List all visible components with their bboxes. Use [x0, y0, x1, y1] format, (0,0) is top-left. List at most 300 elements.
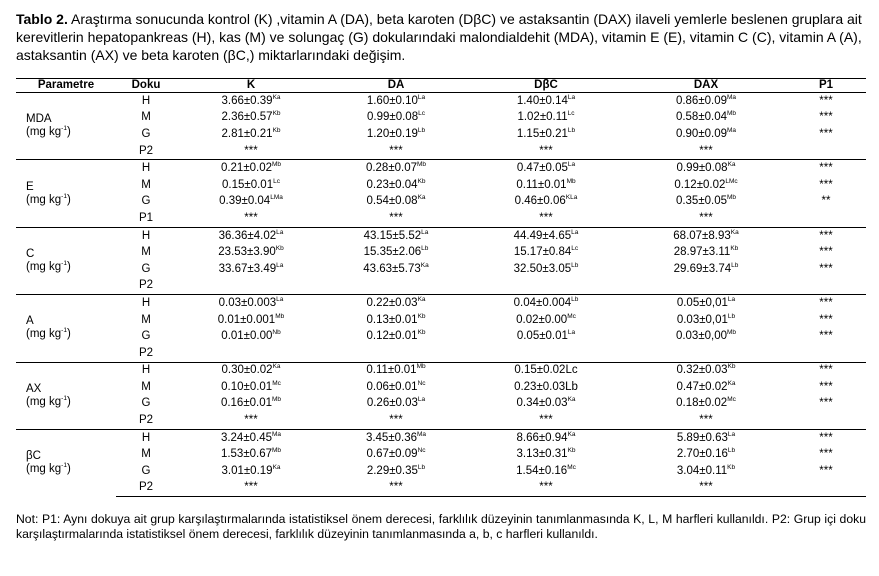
table-header	[16, 79, 866, 93]
significance-letters: Kb	[417, 312, 426, 320]
value-text: 0.23±0.04	[366, 178, 418, 191]
value-cell	[626, 227, 786, 244]
p2-cell	[176, 278, 326, 295]
value-cell	[466, 244, 626, 261]
p2-empty-cell	[786, 412, 866, 429]
value-cell	[466, 126, 626, 143]
significance-letters: Lb	[727, 312, 736, 320]
value-text: 0.26±0.03	[366, 397, 418, 410]
significance-letters: La	[727, 430, 736, 438]
value-text: 23.53±3.90	[218, 246, 276, 259]
value-cell	[176, 227, 326, 244]
table-row	[16, 429, 866, 446]
table-row	[16, 295, 866, 312]
p2-cell: ***	[244, 211, 258, 224]
unit-text: (mg kg	[26, 328, 62, 341]
value-cell	[176, 126, 326, 143]
value-cell	[466, 312, 626, 329]
p1-cell: ***	[819, 380, 833, 393]
significance-letters: Lb	[571, 261, 579, 269]
value-text: 44.49±4.65	[513, 229, 572, 242]
value-cell	[626, 429, 786, 446]
value-text: 43.15±5.52	[363, 229, 422, 242]
value-cell	[466, 396, 626, 413]
significance-letters: Mb	[272, 447, 282, 455]
value-cell	[176, 160, 326, 177]
p2-cell: ***	[699, 144, 713, 157]
parameter-name: MDA	[26, 113, 52, 126]
unit-close: )	[66, 395, 71, 408]
value-text: 0.22±0.03	[366, 296, 418, 309]
value-cell	[326, 312, 466, 329]
value-text: 2.36±0.57	[221, 111, 273, 124]
value-text: 0.12±0.02	[674, 178, 726, 191]
value-text: 0.47±0.02	[676, 380, 728, 393]
table-row	[16, 177, 866, 194]
tissue-cell: M	[141, 313, 151, 326]
significance-letters: La	[276, 228, 284, 236]
significance-letters: Kb	[567, 447, 576, 455]
parameter-unit	[26, 396, 116, 409]
table-caption	[16, 10, 866, 64]
parameter-name: A	[26, 315, 34, 328]
p2-cell	[626, 278, 786, 295]
value-text: 1.54±0.16	[516, 464, 568, 477]
value-text: 0.15±0.02Lc	[514, 364, 578, 377]
unit-exponent: -1	[61, 192, 67, 200]
table-footnote: Not: P1: Aynı dokuya ait grup karşılaştırmalarında istatistiksel önem derecesi, farklılık düzeyinin tanımlanmasında K, L, M harfleri kullanıldı. P2: Grup içi doku karşılaştırmalarında istatistiksel önem derecesi, farklılık düzeyinin tanımlanmasında a, b, c harfleri kullanıldı.	[16, 512, 866, 541]
parameter-unit	[26, 194, 116, 207]
value-text: 1.02±0.11	[517, 111, 568, 124]
value-cell	[466, 362, 626, 379]
p2-cell: ***	[326, 480, 466, 497]
value-cell	[176, 463, 326, 480]
value-cell	[176, 446, 326, 463]
significance-letters: Lb	[417, 126, 426, 134]
tissue-cell: G	[141, 397, 151, 410]
value-cell	[326, 379, 466, 396]
value-text: 0.03±0,01	[676, 313, 728, 326]
value-text: 0.11±0.01	[366, 364, 417, 377]
p2-cell: ***	[389, 414, 403, 427]
col-header-p1: P1	[786, 79, 866, 93]
parameter-name: βC	[26, 450, 41, 463]
tissue-cell: H	[116, 362, 176, 379]
parameter-cell	[16, 429, 116, 496]
value-cell	[176, 177, 326, 194]
value-cell	[326, 177, 466, 194]
value-cell	[626, 244, 786, 261]
value-text: 0.90±0.09	[675, 127, 728, 140]
value-text: 0.12±0.01	[366, 330, 418, 343]
table-row	[16, 244, 866, 261]
value-text: 0.13±0.01	[366, 313, 418, 326]
value-cell	[626, 194, 786, 211]
p2-empty-cell	[786, 278, 866, 295]
significance-letters: Ka	[272, 363, 281, 371]
p2-row	[16, 480, 866, 497]
value-cell	[626, 396, 786, 413]
significance-letters: Ka	[417, 194, 426, 202]
p2-row	[16, 412, 866, 429]
significance-letters: Mb	[727, 329, 737, 337]
significance-letters: Kb	[417, 329, 426, 337]
value-cell	[326, 244, 466, 261]
value-cell	[466, 379, 626, 396]
value-cell	[326, 126, 466, 143]
value-cell	[626, 160, 786, 177]
significance-letters: Lb	[571, 295, 579, 303]
significance-letters: Ma	[727, 93, 737, 101]
significance-letters: La	[276, 261, 284, 269]
value-text: 0.46±0.06	[514, 195, 566, 208]
p1-cell: ***	[819, 178, 833, 191]
tissue-cell: H	[116, 295, 176, 312]
table-row	[16, 126, 866, 143]
p2-cell: ***	[176, 480, 326, 497]
p1-cell: ***	[786, 362, 866, 379]
p2-cell	[466, 278, 626, 295]
value-cell	[326, 429, 466, 446]
significance-letters: Nc	[417, 379, 426, 387]
value-cell	[176, 429, 326, 446]
significance-letters: Kb	[727, 463, 736, 471]
unit-exponent: -1	[61, 327, 67, 335]
p2-cell	[466, 345, 626, 362]
parameter-name: C	[26, 247, 35, 260]
p2-row	[16, 143, 866, 160]
significance-letters: La	[417, 396, 426, 404]
parameter-unit	[26, 261, 116, 274]
value-text: 1.60±0.10	[366, 94, 418, 107]
value-text: 0.47±0.05	[516, 162, 568, 175]
unit-exponent: -1	[61, 462, 67, 470]
value-text: 0.30±0.02	[221, 364, 273, 377]
significance-letters: Lc	[273, 177, 280, 185]
p2-row	[16, 345, 866, 362]
caption-label: Tablo 2.	[16, 11, 68, 27]
significance-letters: Ka	[727, 379, 736, 387]
value-cell	[326, 261, 466, 278]
p2-cell: ***	[539, 144, 553, 157]
value-cell	[466, 177, 626, 194]
value-text: 0.23±0.03Lb	[514, 380, 578, 393]
value-cell	[466, 295, 626, 312]
parameter-cell	[16, 227, 116, 294]
significance-letters: Mb	[727, 110, 737, 118]
value-text: 1.20±0.19	[366, 127, 418, 140]
p1-cell: ***	[819, 464, 833, 477]
significance-letters: Ka	[567, 430, 576, 438]
p1-cell: ***	[819, 127, 833, 140]
value-text: 0.58±0.04	[675, 111, 728, 124]
p2-label: P2	[138, 279, 154, 292]
parameter-cell	[16, 93, 116, 160]
value-cell	[326, 227, 466, 244]
value-cell	[326, 463, 466, 480]
significance-letters: Lb	[567, 126, 576, 134]
value-text: 2.81±0.21	[221, 127, 273, 140]
tissue-cell: H	[116, 160, 176, 177]
significance-letters: La	[421, 228, 429, 236]
value-cell	[176, 396, 326, 413]
table-row	[16, 93, 866, 110]
value-cell	[466, 429, 626, 446]
value-cell	[626, 177, 786, 194]
value-text: 68.07±8.93	[673, 229, 731, 242]
tissue-cell: G	[141, 464, 151, 477]
table-row	[16, 446, 866, 463]
value-text: 3.24±0.45	[220, 431, 273, 444]
value-cell	[326, 160, 466, 177]
p2-label: P2	[116, 480, 176, 497]
parameter-cell	[16, 295, 116, 362]
value-text: 0.16±0.01	[220, 397, 273, 410]
value-text: 0.01±0.001	[217, 313, 276, 326]
col-header-dax: DAX	[626, 79, 786, 93]
value-cell	[626, 328, 786, 345]
tissue-cell: G	[141, 127, 151, 140]
p2-row	[16, 278, 866, 295]
value-text: 8.66±0.94	[516, 431, 568, 444]
table-row	[16, 379, 866, 396]
value-cell	[466, 160, 626, 177]
p1-cell: ***	[786, 295, 866, 312]
table-row	[16, 328, 866, 345]
value-text: 1.15±0.21	[516, 127, 568, 140]
significance-letters: Ka	[730, 228, 739, 236]
value-cell	[326, 362, 466, 379]
significance-letters: La	[727, 295, 736, 303]
table-row	[16, 312, 866, 329]
significance-letters: Lb	[417, 463, 426, 471]
significance-letters: La	[276, 295, 284, 303]
significance-letters: LMc	[725, 177, 738, 185]
value-text: 15.17±0.84	[513, 246, 572, 259]
value-cell	[626, 126, 786, 143]
p1-cell: ***	[819, 448, 833, 461]
p2-cell: ***	[389, 211, 403, 224]
significance-letters: Mb	[566, 177, 576, 185]
value-text: 0.02±0.00	[516, 313, 568, 326]
p1-cell: **	[821, 195, 831, 208]
significance-letters: Ma	[272, 430, 282, 438]
significance-letters: Lc	[571, 245, 579, 253]
value-cell	[326, 328, 466, 345]
value-cell	[626, 362, 786, 379]
significance-letters: La	[571, 228, 579, 236]
caption-text: Araştırma sonucunda kontrol (K) ,vitamin A (DA), beta karoten (DβC) ve astaksantin (DAX) ilaveli yemlerle beslenen gruplara ait kerevitlerin hepatopankreas (H), kas (M) ve solungaç (G) dokularındaki malondialdehit (MDA), vitamin E (E), vitamin C (C), vitamin A (A), astaksantin (AX) ve beta karoten (βC,) miktarlarındaki değişim.	[16, 11, 862, 63]
significance-letters: Kb	[417, 177, 426, 185]
p2-cell: ***	[244, 144, 258, 157]
value-cell	[326, 295, 466, 312]
value-text: 0.34±0.03	[516, 397, 568, 410]
p1-cell: ***	[786, 429, 866, 446]
value-text: 2.70±0.16	[676, 448, 728, 461]
value-cell	[626, 295, 786, 312]
p2-cell: ***	[699, 211, 713, 224]
value-text: 1.40±0.14	[516, 94, 568, 107]
table-row	[16, 261, 866, 278]
col-header-doku: Doku	[116, 79, 176, 93]
value-text: 0.67±0.09	[366, 448, 418, 461]
tissue-cell: H	[116, 93, 176, 110]
value-cell	[626, 261, 786, 278]
p2-empty-cell	[786, 143, 866, 160]
value-text: 0.03±0.003	[218, 296, 277, 309]
value-text: 0.99±0.08	[367, 111, 419, 124]
value-text: 0.18±0.02	[676, 397, 728, 410]
p1-cell: ***	[786, 160, 866, 177]
value-text: 32.50±3.05	[513, 262, 572, 275]
value-cell	[626, 446, 786, 463]
tissue-cell: M	[141, 448, 151, 461]
value-text: 29.69±3.74	[673, 262, 732, 275]
significance-letters: Ma	[727, 126, 737, 134]
value-cell	[176, 312, 326, 329]
p1-cell: ***	[786, 227, 866, 244]
p2-cell: ***	[699, 414, 713, 427]
unit-close: )	[66, 260, 71, 273]
value-cell	[626, 110, 786, 127]
p1-cell: ***	[786, 93, 866, 110]
parameter-name: AX	[26, 382, 42, 395]
value-text: 1.53±0.67	[220, 448, 273, 461]
significance-letters: Kb	[272, 110, 281, 118]
unit-text: (mg kg	[26, 395, 62, 408]
value-cell	[176, 93, 326, 110]
col-header-dbc: DβC	[466, 79, 626, 93]
value-text: 0.06±0.01	[366, 380, 418, 393]
unit-close: )	[66, 126, 71, 139]
value-text: 0.03±0,00	[675, 330, 728, 343]
significance-letters: Mc	[567, 463, 576, 471]
value-text: 0.32±0.03	[676, 364, 728, 377]
value-text: 0.39±0.04	[219, 195, 271, 208]
significance-letters: Lc	[567, 110, 575, 118]
p2-label: P2	[138, 346, 154, 359]
unit-close: )	[66, 328, 71, 341]
p2-cell: ***	[539, 211, 553, 224]
significance-letters: Kb	[275, 245, 284, 253]
significance-letters: La	[567, 329, 576, 337]
significance-letters: Ka	[417, 295, 426, 303]
value-text: 2.29±0.35	[366, 464, 418, 477]
value-cell	[176, 379, 326, 396]
tissue-cell: M	[141, 178, 151, 191]
significance-letters: Mc	[272, 379, 281, 387]
p2-cell	[176, 345, 326, 362]
unit-text: (mg kg	[26, 260, 62, 273]
table-row	[16, 463, 866, 480]
tissue-cell: M	[141, 111, 151, 124]
p2-cell: ***	[244, 414, 258, 427]
col-header-k: K	[176, 79, 326, 93]
value-text: 36.36±4.02	[218, 229, 277, 242]
value-cell	[466, 194, 626, 211]
significance-letters: Kb	[272, 126, 281, 134]
p1-cell: ***	[819, 397, 833, 410]
value-cell	[466, 227, 626, 244]
table-row	[16, 227, 866, 244]
value-text: 43.63±5.73	[363, 262, 421, 275]
value-text: 5.89±0.63	[676, 431, 728, 444]
table-row	[16, 160, 866, 177]
p2-cell: ***	[539, 414, 553, 427]
tissue-cell: M	[141, 246, 151, 259]
value-text: 0.10±0.01	[221, 380, 273, 393]
parameter-unit	[26, 328, 116, 341]
tissue-cell: H	[116, 429, 176, 446]
significance-letters: Mc	[727, 396, 736, 404]
value-cell	[176, 194, 326, 211]
significance-letters: Lc	[418, 110, 425, 118]
parameter-unit	[26, 463, 116, 476]
tissue-cell: G	[141, 330, 151, 343]
significance-letters: Lb	[421, 245, 429, 253]
p2-cell: ***	[626, 480, 786, 497]
significance-letters: KLa	[565, 194, 578, 202]
value-cell	[466, 328, 626, 345]
p2-cell: ***	[466, 480, 626, 497]
value-text: 0.05±0.01	[516, 330, 568, 343]
value-text: 0.21±0.02	[220, 162, 273, 175]
p1-cell: ***	[819, 262, 833, 275]
significance-letters: Nc	[417, 447, 426, 455]
table-row	[16, 396, 866, 413]
parameter-unit	[26, 126, 116, 139]
p2-label: P2	[138, 144, 154, 157]
value-text: 0.99±0.08	[676, 162, 728, 175]
significance-letters: Mb	[727, 194, 737, 202]
p2-cell	[326, 345, 466, 362]
table-row	[16, 194, 866, 211]
p2-cell	[326, 278, 466, 295]
value-cell	[326, 110, 466, 127]
significance-letters: Kb	[730, 245, 739, 253]
unit-text: (mg kg	[26, 193, 62, 206]
significance-letters: La	[567, 161, 576, 169]
significance-letters: Mb	[275, 312, 285, 320]
value-text: 0.54±0.08	[366, 195, 418, 208]
value-text: 33.67±3.49	[218, 262, 277, 275]
significance-letters: Ka	[420, 261, 429, 269]
significance-letters: Mb	[272, 161, 282, 169]
value-text: 0.04±0.004	[513, 296, 572, 309]
value-text: 0.15±0.01	[222, 178, 274, 191]
unit-exponent: -1	[61, 125, 67, 133]
tissue-cell: G	[141, 262, 151, 275]
value-cell	[466, 446, 626, 463]
value-cell	[326, 194, 466, 211]
value-cell	[626, 312, 786, 329]
significance-letters: Kb	[727, 363, 736, 371]
significance-letters: Mc	[567, 312, 576, 320]
value-text: 0.28±0.07	[365, 162, 418, 175]
significance-letters: Ka	[272, 93, 281, 101]
p2-empty-cell	[786, 345, 866, 362]
significance-letters: Ka	[272, 463, 281, 471]
tissue-cell: G	[141, 195, 151, 208]
value-cell	[176, 295, 326, 312]
value-cell	[176, 362, 326, 379]
tissue-cell: M	[141, 380, 151, 393]
value-cell	[176, 244, 326, 261]
value-cell	[326, 93, 466, 110]
p2-cell: ***	[389, 144, 403, 157]
unit-exponent: -1	[61, 259, 67, 267]
value-cell	[466, 463, 626, 480]
